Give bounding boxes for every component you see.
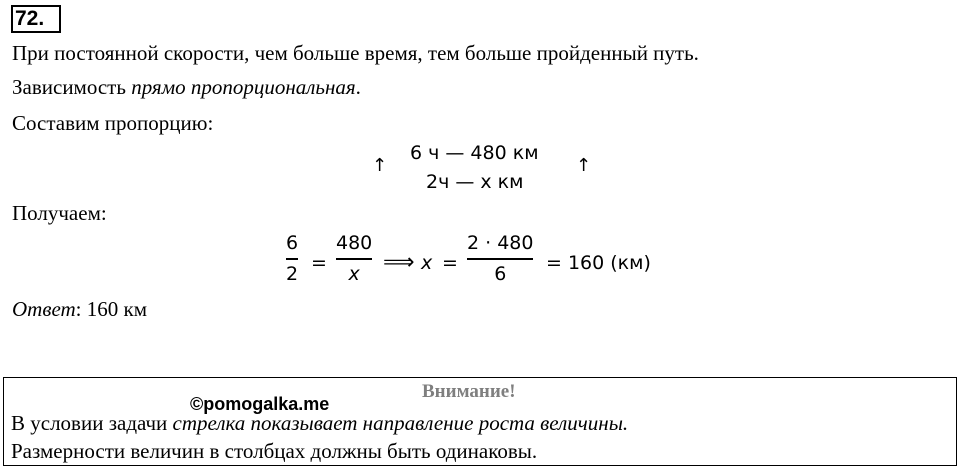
fraction-denominator: 6: [494, 263, 507, 285]
implies-arrow-icon: ⟹: [383, 250, 415, 275]
statement-line-2: [12, 75, 361, 99]
line2-italic: прямо пропорциональная: [131, 75, 356, 99]
fraction-bar: [286, 258, 298, 260]
answer: [12, 297, 147, 321]
fraction-2x480-over-6: [467, 232, 533, 285]
fraction-bar: [336, 258, 372, 260]
fraction-numerator: 6: [286, 232, 299, 254]
equals-sign: =: [442, 252, 458, 274]
equation-result: = 160 (км): [546, 252, 651, 274]
fraction-numerator: 480: [336, 232, 373, 254]
note-heading: Внимание!: [422, 381, 516, 402]
fraction-numerator: 2 · 480: [467, 232, 534, 254]
statement-line-3: Составим пропорцию:: [12, 111, 214, 135]
note-line-1: [11, 411, 628, 435]
arrow-up-left-icon: ↑: [372, 155, 388, 176]
fraction-6-over-2: [286, 232, 298, 285]
statement-line-1: При постоянной скорости, чем больше время, тем больше пройденный путь.: [12, 41, 699, 65]
watermark: ©pomogalka.me: [190, 394, 330, 414]
statement-line-4: Получаем:: [12, 201, 107, 225]
fraction-480-over-x: [336, 232, 372, 285]
fraction-bar: [467, 258, 533, 260]
note-line-2: Размерности величин в столбцах должны быть одинаковы.: [11, 439, 538, 463]
fraction-denominator: x: [348, 263, 360, 285]
fraction-denominator: 2: [286, 263, 299, 285]
answer-value: : 160 км: [75, 297, 147, 321]
arrow-up-right-icon: ↑: [576, 155, 592, 176]
note-line-1-italic: стрелка показывает направление роста величины.: [172, 411, 629, 435]
task-number: 72.: [11, 5, 61, 33]
proportion-row-2: 2ч — x км: [426, 171, 524, 193]
note-line-1-prefix: В условии задачи: [11, 411, 173, 435]
equals-sign: =: [311, 252, 327, 274]
answer-label: Ответ: [12, 297, 76, 321]
line2-suffix: .: [355, 75, 361, 99]
proportion-row-1: 6 ч — 480 км: [410, 142, 539, 164]
variable-x: x: [421, 252, 433, 274]
line2-prefix: Зависимость: [12, 75, 132, 99]
